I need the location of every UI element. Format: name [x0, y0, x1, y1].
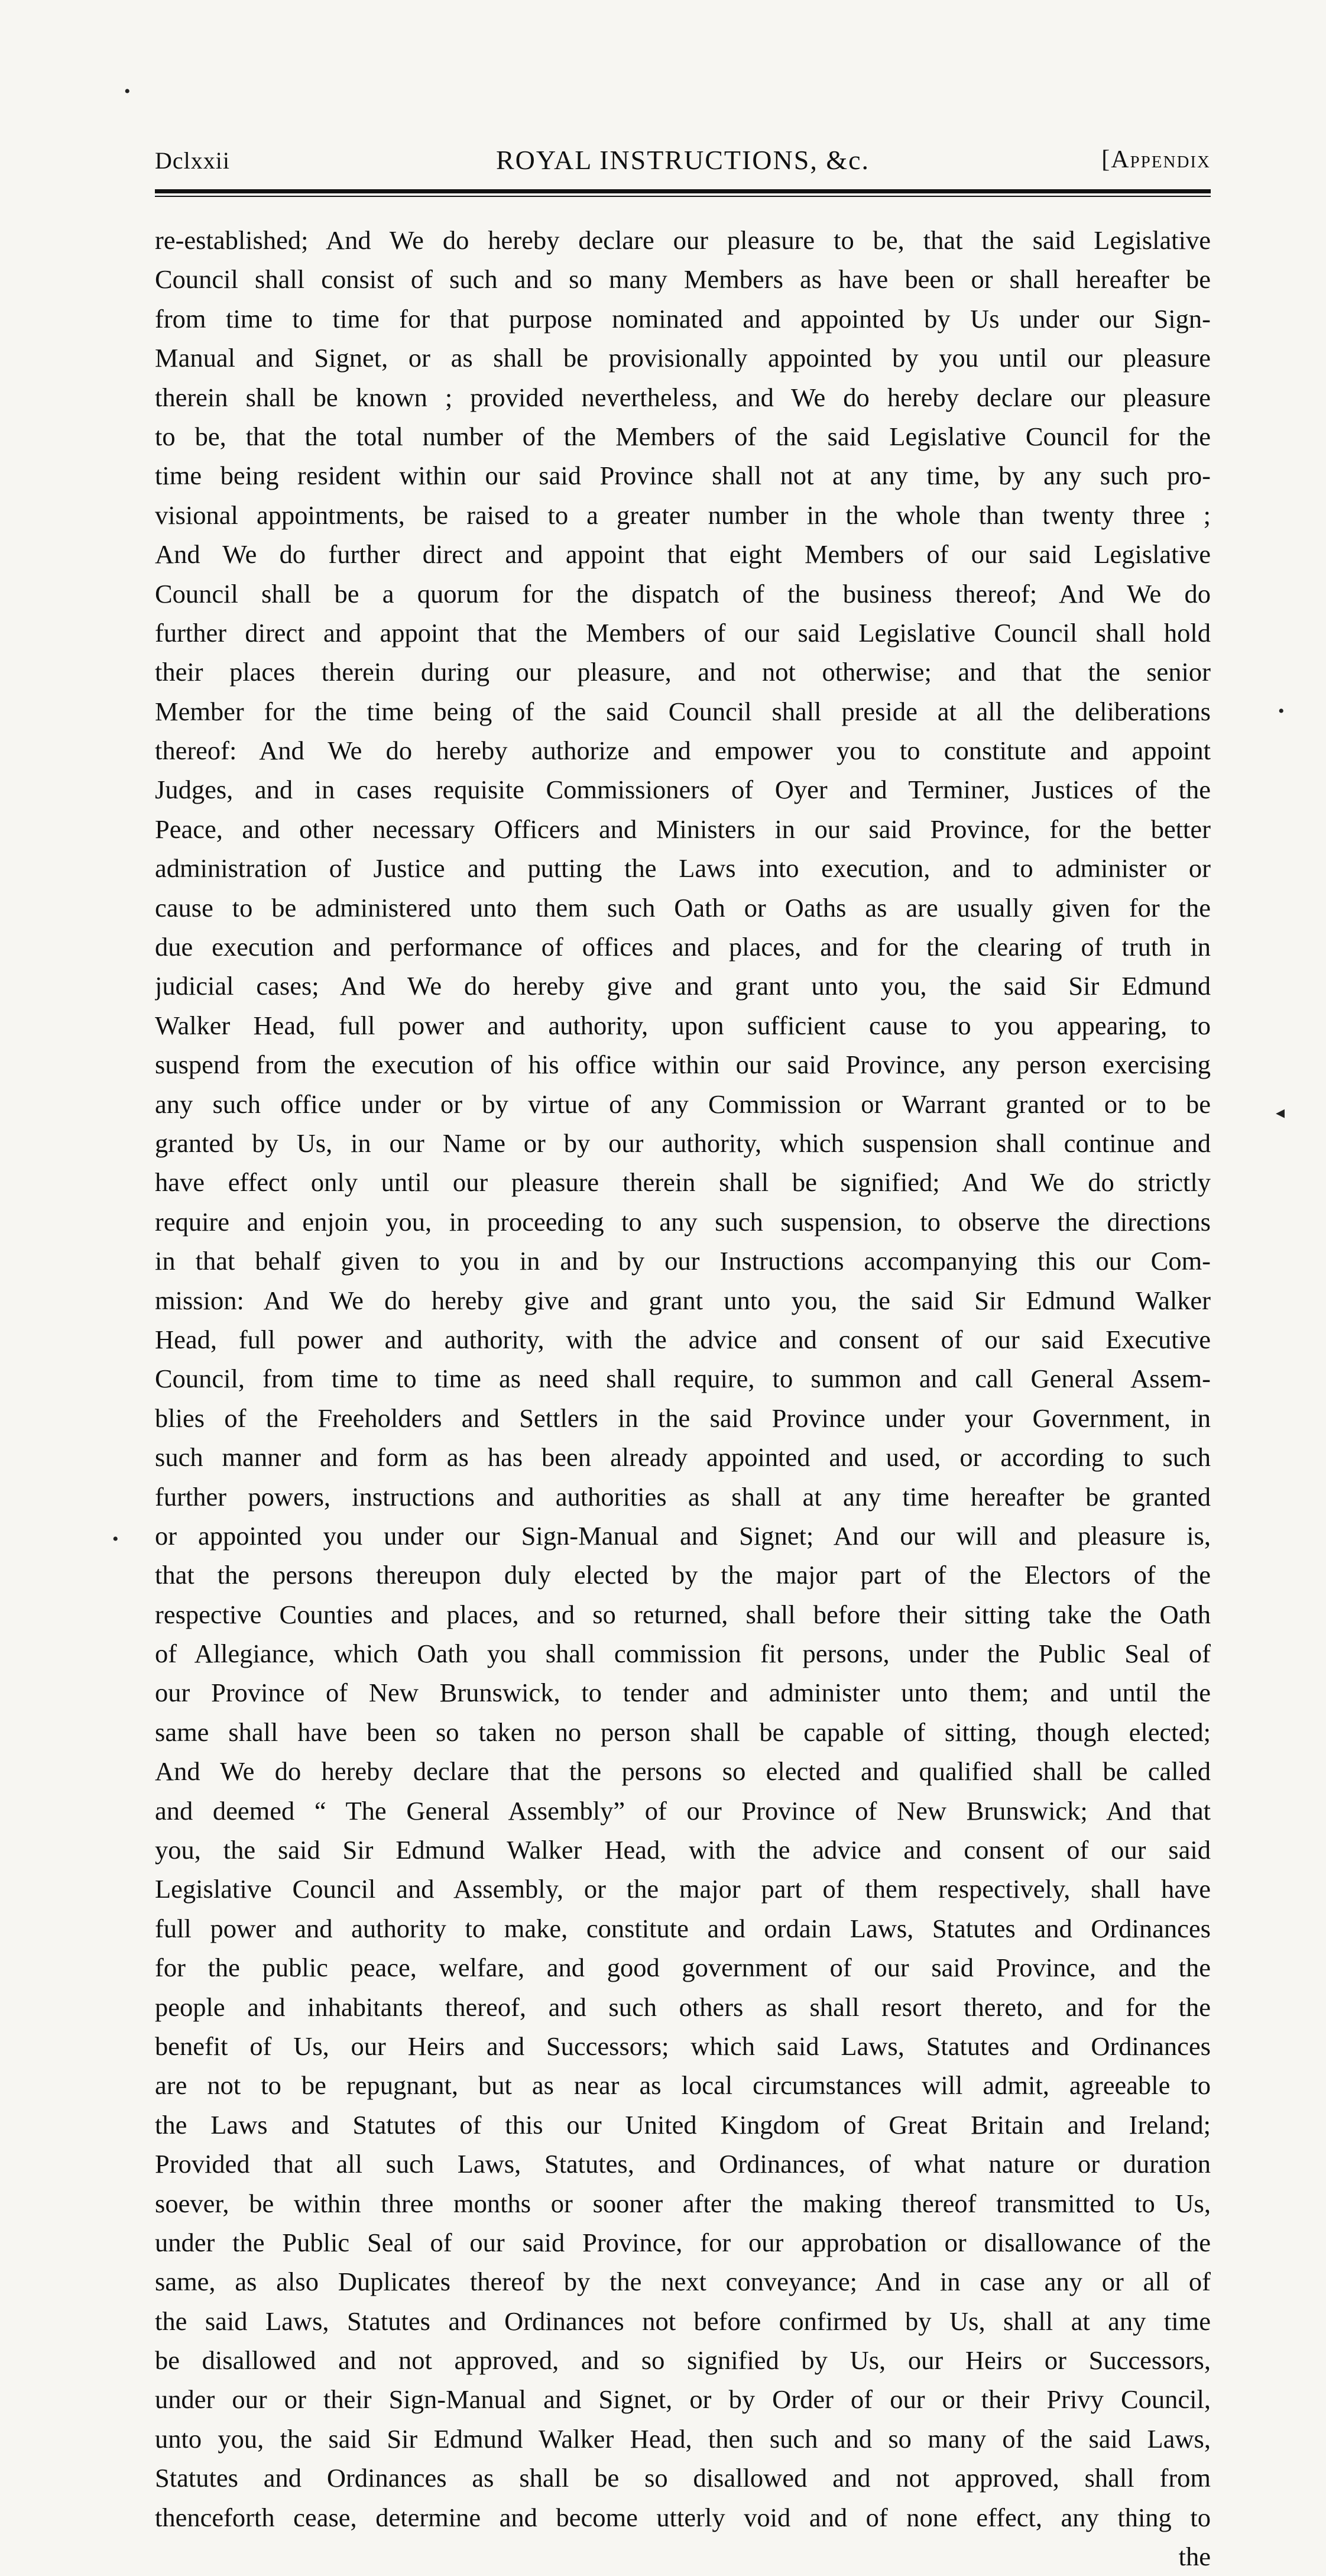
text-line: thereof: And We do hereby authorize and empower you to constitute and appoint: [155, 736, 1211, 766]
text-line: the Laws and Statutes of this our United Kingdom of Great Britain and Ireland;: [155, 2109, 1211, 2140]
text-line: Provided that all such Laws, Statutes, and Ordinances, of what nature or duration: [155, 2149, 1211, 2179]
catchword: the: [1178, 2542, 1211, 2572]
text-line: are not to be repugnant, but as near as local circumstances will admit, agreeable to: [155, 2070, 1211, 2101]
margin-speck: •: [124, 82, 131, 101]
text-line: re-established; And We do hereby declare our pleasure to be, that the said Legislative: [155, 225, 1211, 255]
text-line: the said Laws, Statutes and Ordinances not before confirmed by Us, shall at any time: [155, 2306, 1211, 2336]
header-rule-thin: [155, 196, 1211, 197]
text-line: soever, be within three months or sooner after the making thereof transmitted to Us,: [155, 2188, 1211, 2218]
text-line: you, the said Sir Edmund Walker Head, with the advice and consent of our said: [155, 1835, 1211, 1865]
text-line: further direct and appoint that the Members of our said Legislative Council shall hold: [155, 617, 1211, 648]
text-line: visional appointments, be raised to a greater number in the whole than twenty three ;: [155, 500, 1211, 530]
text-line: respective Counties and places, and so returned, shall before their sitting take the Oath: [155, 1599, 1211, 1629]
margin-arrow-mark: ◂: [1276, 1103, 1285, 1122]
text-line: such manner and form as has been already appointed and used, or according to such: [155, 1442, 1211, 1473]
text-line: Head, full power and authority, with the advice and consent of our said Executive: [155, 1324, 1211, 1354]
text-line: therein shall be known ; provided nevertheless, and We do hereby declare our pleasure: [155, 382, 1211, 412]
text-line: their places therein during our pleasure, and not otherwise; and that the senior: [155, 657, 1211, 687]
text-line: any such office under or by virtue of any Commission or Warrant granted or to be: [155, 1089, 1211, 1119]
text-line: unto you, the said Sir Edmund Walker Head, then such and so many of the said Laws,: [155, 2423, 1211, 2454]
text-line: Legislative Council and Assembly, or the major part of them respectively, shall have: [155, 1874, 1211, 1904]
text-line: due execution and performance of offices and places, and for the clearing of truth in: [155, 932, 1211, 962]
text-line: have effect only until our pleasure therein shall be signified; And We do strictly: [155, 1167, 1211, 1198]
text-line: thenceforth cease, determine and become utterly void and of none effect, any thing to: [155, 2502, 1211, 2532]
text-line: to be, that the total number of the Members of the said Legislative Council for the: [155, 421, 1211, 451]
text-line: under the Public Seal of our said Province, for our approbation or disallowance of the: [155, 2227, 1211, 2257]
margin-speck: •: [112, 1529, 119, 1549]
text-line: Statutes and Ordinances as shall be so disallowed and not approved, shall from: [155, 2463, 1211, 2493]
text-line: of Allegiance, which Oath you shall commission fit persons, under the Public Seal of: [155, 1639, 1211, 1669]
header-rule-thick: [155, 189, 1211, 193]
text-line: full power and authority to make, constitute and ordain Laws, Statutes and Ordinances: [155, 1913, 1211, 1943]
text-line: suspend from the execution of his office within our said Province, any person exercising: [155, 1050, 1211, 1080]
margin-speck: •: [1278, 701, 1285, 721]
text-line: and deemed “ The General Assembly” of our Province of New Brunswick; And that: [155, 1795, 1211, 1826]
text-line: blies of the Freeholders and Settlers in the said Province under your Government, in: [155, 1403, 1211, 1433]
text-line: mission: And We do hereby give and grant unto you, the said Sir Edmund Walker: [155, 1285, 1211, 1315]
text-line: same, as also Duplicates thereof by the next conveyance; And in case any or all of: [155, 2267, 1211, 2297]
text-line: further powers, instructions and authorities as shall at any time hereafter be granted: [155, 1481, 1211, 1512]
text-line: Peace, and other necessary Officers and Ministers in our said Province, for the better: [155, 814, 1211, 844]
text-line: our Province of New Brunswick, to tender and administer unto them; and until the: [155, 1678, 1211, 1708]
running-title: ROYAL INSTRUCTIONS, &c.: [495, 145, 870, 175]
text-line: Council, from time to time as need shall require, to summon and call General Assem-: [155, 1364, 1211, 1394]
text-line: or appointed you under our Sign-Manual and Signet; And our will and pleasure is,: [155, 1520, 1211, 1551]
text-line: Manual and Signet, or as shall be provisionally appointed by you until our pleasure: [155, 343, 1211, 373]
document-page: [155, 142, 1211, 2576]
text-line: same shall have been so taken no person shall be capable of sitting, though elected;: [155, 1717, 1211, 1747]
text-line: for the public peace, welfare, and good government of our said Province, and the: [155, 1953, 1211, 1983]
text-line: judicial cases; And We do hereby give and grant unto you, the said Sir Edmund: [155, 971, 1211, 1001]
text-line: And We do further direct and appoint that eight Members of our said Legislative: [155, 539, 1211, 569]
text-line: Council shall be a quorum for the dispatch of the business thereof; And We do: [155, 578, 1211, 609]
text-line: administration of Justice and putting the Laws into execution, and to administer or: [155, 853, 1211, 884]
text-line: time being resident within our said Province shall not at any time, by any such pro-: [155, 461, 1211, 491]
text-line: Council shall consist of such and so many Members as have been or shall hereafter be: [155, 264, 1211, 295]
text-line: Member for the time being of the said Council shall preside at all the deliberations: [155, 696, 1211, 726]
text-line: under our or their Sign-Manual and Signet, or by Order of our or their Privy Council,: [155, 2384, 1211, 2415]
running-header: [155, 142, 1211, 189]
text-line: benefit of Us, our Heirs and Successors; which said Laws, Statutes and Ordinances: [155, 2031, 1211, 2061]
text-line: require and enjoin you, in proceeding to any such suspension, to observe the directions: [155, 1206, 1211, 1237]
text-line: people and inhabitants thereof, and such others as shall resort thereto, and for the: [155, 1992, 1211, 2022]
text-line: Judges, and in cases requisite Commissioners of Oyer and Terminer, Justices of the: [155, 775, 1211, 805]
section-label: [Appendix: [1101, 146, 1211, 173]
text-line: be disallowed and not approved, and so signified by Us, our Heirs or Successors,: [155, 2345, 1211, 2376]
page-number: Dclxxii: [155, 147, 230, 174]
text-line: Walker Head, full power and authority, upon sufficient cause to you appearing, to: [155, 1010, 1211, 1040]
text-line: cause to be administered unto them such Oath or Oaths as are usually given for the: [155, 892, 1211, 923]
text-line: And We do hereby declare that the persons so elected and qualified shall be called: [155, 1756, 1211, 1787]
text-line: from time to time for that purpose nominated and appointed by Us under our Sign-: [155, 303, 1211, 334]
body-text: [155, 221, 1211, 2576]
text-line: that the persons thereupon duly elected by the major part of the Electors of the: [155, 1560, 1211, 1590]
text-line: in that behalf given to you in and by our Instructions accompanying this our Com-: [155, 1246, 1211, 1276]
text-line: granted by Us, in our Name or by our authority, which suspension shall continue and: [155, 1128, 1211, 1158]
